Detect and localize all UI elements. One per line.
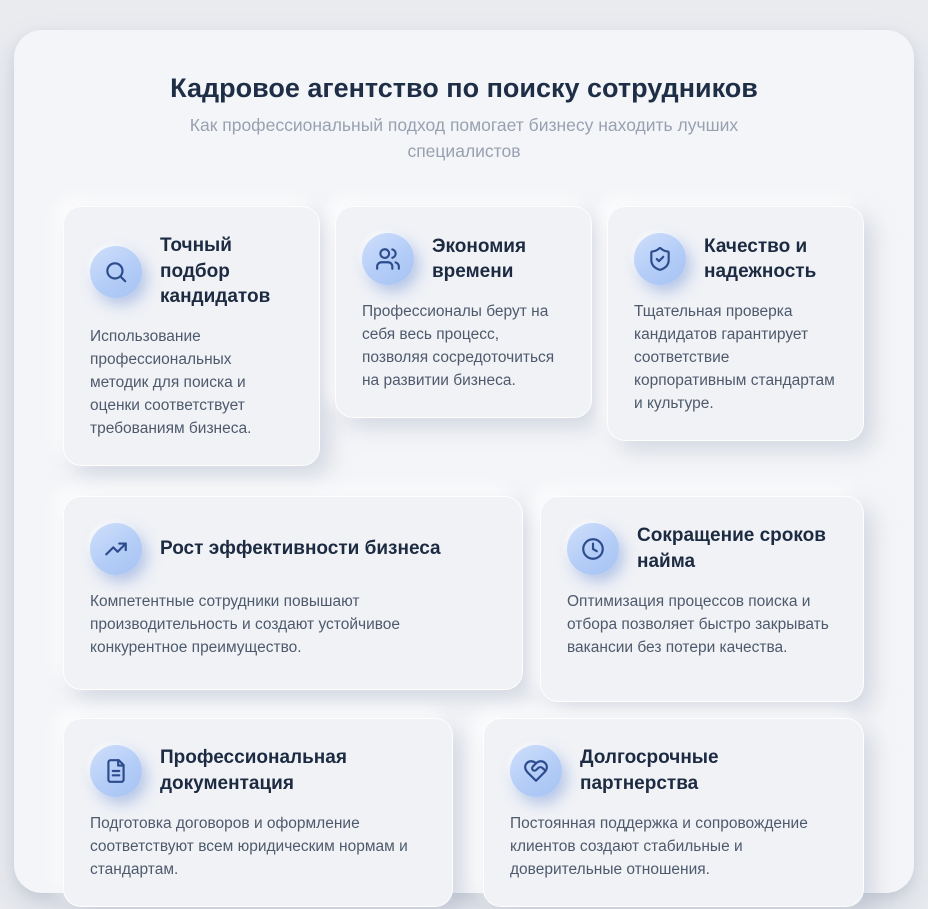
trending-up-icon xyxy=(90,523,142,575)
card-business-efficiency xyxy=(63,496,523,690)
card-description: Профессионалы берут на себя весь процесс, позволяя сосредоточиться на развитии бизнеса. xyxy=(362,303,555,389)
cards-row-2 xyxy=(63,496,865,702)
page-title: Кадровое агентство по поиску сотрудников xyxy=(170,73,758,103)
card-description: Оптимизация процессов поиска и отбора позволяет быстро закрывать вакансии без потери качества. xyxy=(567,592,829,656)
card-title: Рост эффективности бизнеса xyxy=(160,537,441,559)
card-header xyxy=(567,523,837,575)
card-header xyxy=(510,745,837,797)
cards-row-1 xyxy=(63,206,865,466)
card-description: Подготовка договоров и оформление соответствуют всем юридическим нормам и стандартам. xyxy=(90,814,408,878)
card-description: Компетентные сотрудники повышают производительность и создают устойчивое конкурентное преимущество. xyxy=(90,592,401,656)
page-subtitle: Как профессиональный подход помогает бизнесу находить лучших специалистов xyxy=(189,115,739,161)
card-quality-reliability xyxy=(607,206,864,441)
card-title: Экономия времени xyxy=(432,235,527,283)
clock-icon xyxy=(567,523,619,575)
card-title: Качество и надежность xyxy=(704,235,817,283)
card-hiring-speed xyxy=(540,496,864,702)
card-title: Профессиональная документация xyxy=(160,747,347,794)
card-title: Сокращение сроков найма xyxy=(637,525,826,572)
main-panel xyxy=(14,30,914,893)
card-long-term-partnerships xyxy=(483,718,864,907)
cards-row-3 xyxy=(63,718,865,907)
card-description: Постоянная поддержка и сопровождение клиентов создают стабильные и доверительные отношения. xyxy=(510,814,808,878)
card-precise-selection xyxy=(63,206,320,466)
card-title: Долгосрочные партнерства xyxy=(580,747,719,794)
card-title: Точный подбор кандидатов xyxy=(160,235,271,308)
card-header xyxy=(634,233,837,285)
heart-handshake-icon xyxy=(510,745,562,797)
card-professional-documentation xyxy=(63,718,453,907)
card-header xyxy=(90,233,293,310)
shield-check-icon xyxy=(634,233,686,285)
card-header xyxy=(362,233,565,285)
card-description: Использование профессиональных методик для поиска и оценки соответствует требованиям бизнеса. xyxy=(90,328,252,437)
card-header xyxy=(90,745,426,797)
card-header xyxy=(90,523,496,575)
users-icon xyxy=(362,233,414,285)
card-time-saving xyxy=(335,206,592,418)
file-text-icon xyxy=(90,745,142,797)
card-description: Тщательная проверка кандидатов гарантирует соответствие корпоративным стандартам и культуре. xyxy=(634,303,835,412)
search-icon xyxy=(90,246,142,298)
